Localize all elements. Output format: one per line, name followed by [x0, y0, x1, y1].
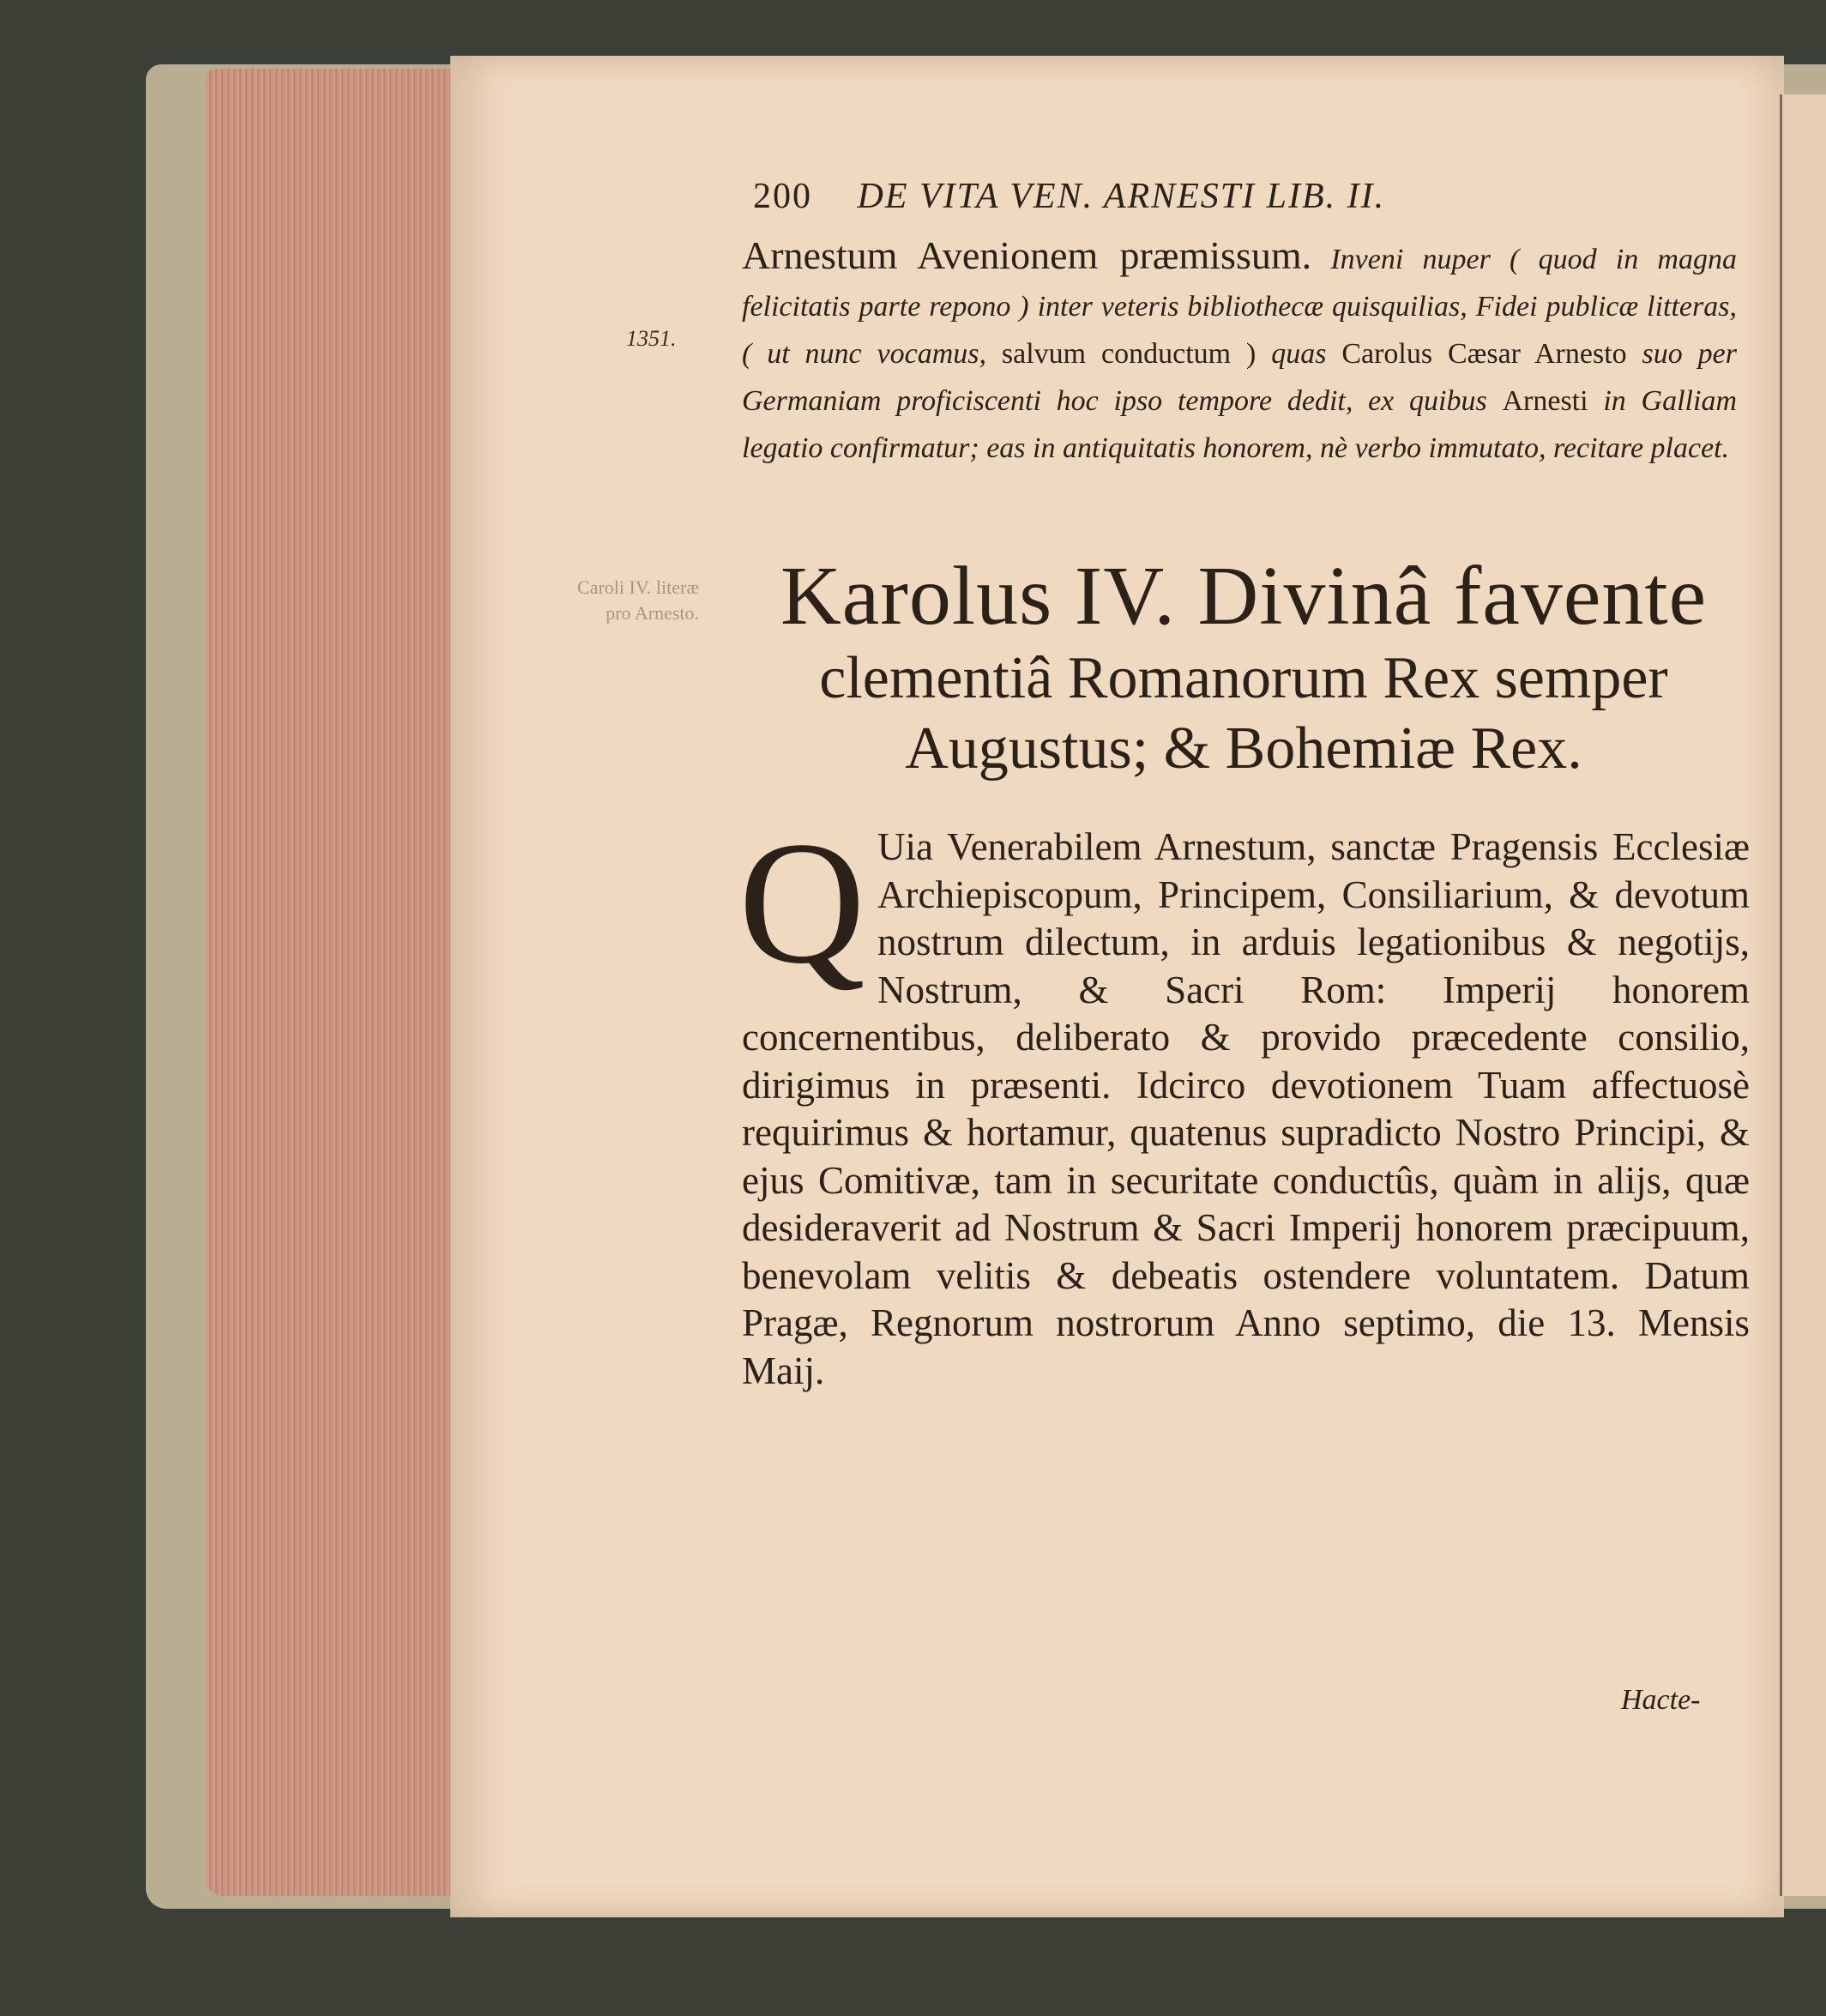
letter-text: Uia Venerabilem Arnestum, sanctæ Pragensis Ecclesiæ Archiepiscopum, Principem, Consiliarium, & devotum nostrum dilectum, in arduis legationibus & negotijs, Nostrum, & Sacri Rom: Imperij honorem concernentibus, deliberato & provido præcedente consilio, dirigimus in præsenti. Idcirco devotionem Tuam affectuosè requirimus & hortamur, quatenus supradicto Nostro Principi, & ejus Comitivæ, tam in securitate conductûs, quàm in alijs, quæ desideraverit ad Nostrum & Sacri Imperij honorem præcipuum, benevolam velitis & debeatis ostendere voluntatem. Datum Pragæ, Regnorum nostrorum Anno septimo, die 13. Mensis Maij. — [742, 825, 1750, 1392]
letter-body — [738, 806, 1750, 1395]
facing-page-edge — [1780, 94, 1826, 1896]
intro-text-1: Inveni nuper ( quod in magna felicitatis parte repono ) inter veteris bibliothecæ quisquilias, Fidei publicæ litteras, ( ut nunc vocamus, — [742, 244, 1737, 370]
running-head — [753, 176, 1385, 217]
margin-note-show-through: Caroli IV. literæ pro Arnesto. — [577, 576, 699, 624]
intro-text-3: quas — [1271, 338, 1342, 370]
drop-cap-initial: Q — [738, 806, 866, 1000]
intro-paragraph — [742, 232, 1737, 472]
intro-text-7: in Galliam legatio confirmatur; eas in antiquitatis honorem, nè verbo immutato, recitare placet. — [742, 385, 1737, 464]
heading-line-1: Karolus IV. Divinâ favente — [780, 550, 1708, 643]
letter-heading — [738, 549, 1750, 784]
intro-text-4: Carolus Cæsar Arnesto — [1341, 338, 1642, 370]
heading-line-2: clementiâ Romanorum Rex semper — [819, 645, 1668, 711]
catchword: Hacte- — [1621, 1684, 1701, 1716]
intro-first-line: Arnestum Avenionem præmissum. — [742, 233, 1312, 277]
running-title: DE VITA VEN. ARNESTI LIB. II. — [857, 177, 1386, 216]
page-edges — [206, 69, 459, 1896]
margin-note-year: 1351. — [626, 326, 677, 351]
heading-line-3: Augustus; & Bohemiæ Rex. — [905, 715, 1582, 782]
page-number: 200 — [753, 177, 812, 216]
intro-text-5: suo per Germaniam proficiscenti hoc ipso tempore dedit, ex quibus — [742, 338, 1737, 417]
intro-text-6: Arnesti — [1502, 385, 1604, 417]
intro-text-2: salvum conductum ) — [1001, 338, 1272, 370]
